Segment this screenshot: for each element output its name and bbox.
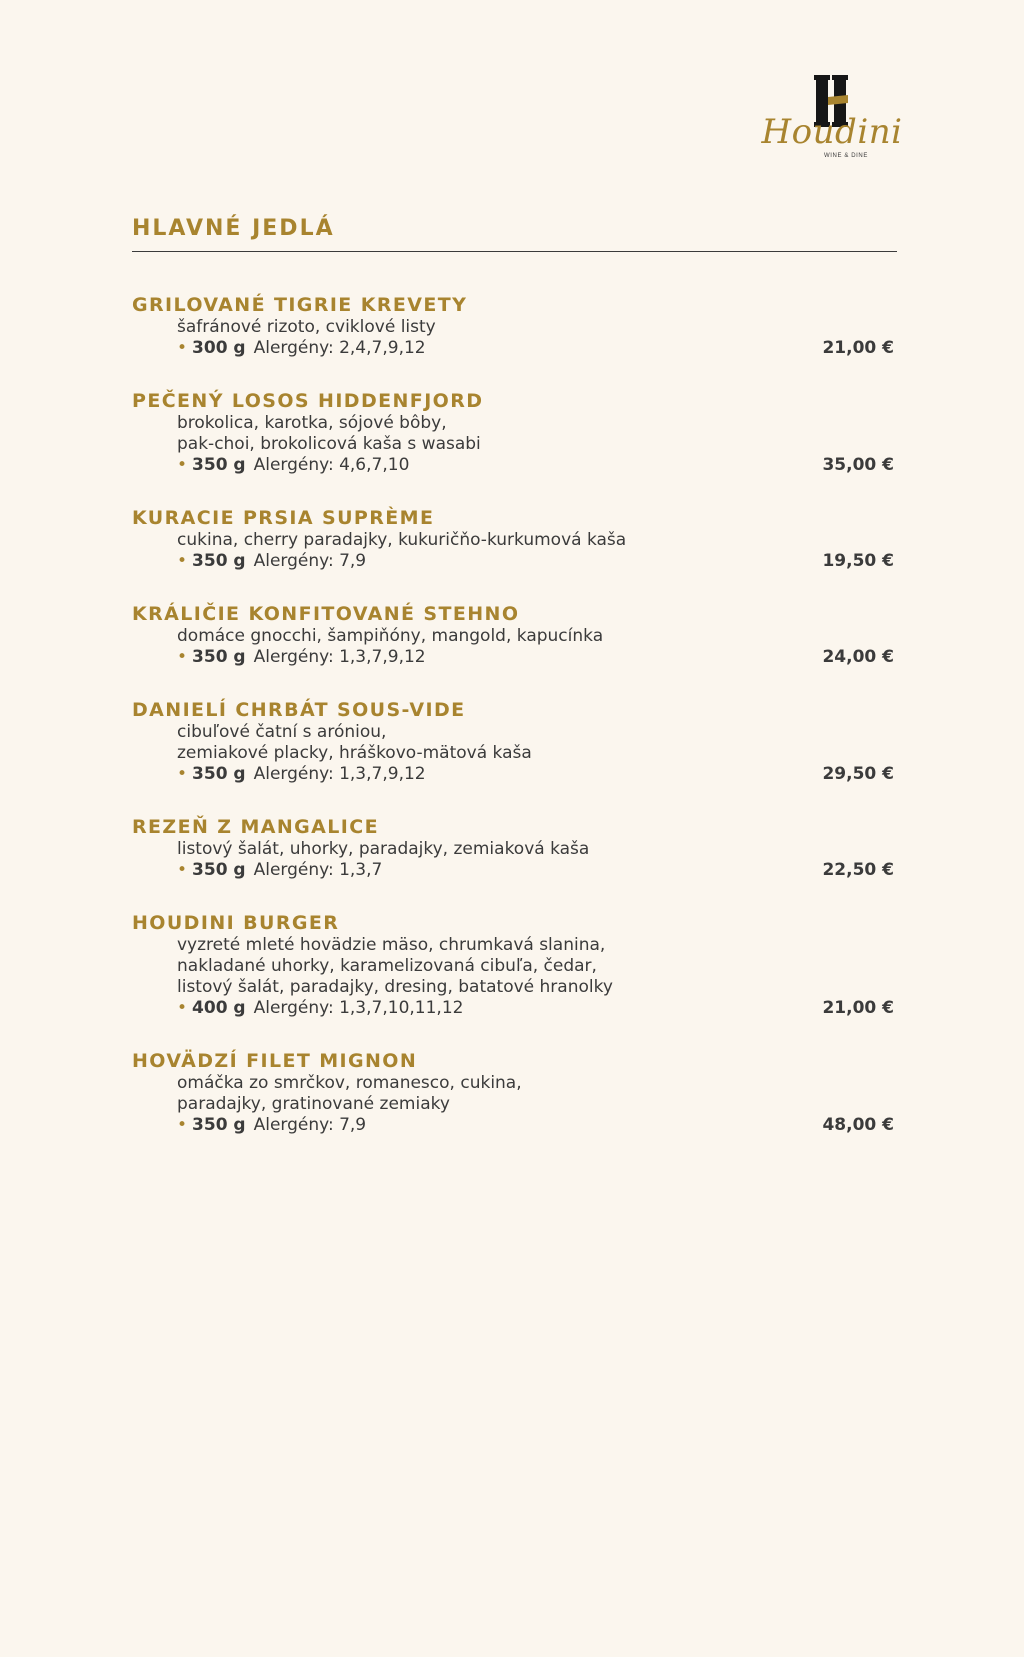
menu-item (132, 698, 897, 785)
dish-meta (177, 551, 897, 572)
dish-allergens: Alergény: 4,6,7,10 (253, 455, 410, 475)
bullet-icon: • (177, 860, 188, 880)
dish-allergens: Alergény: 7,9 (253, 1115, 367, 1135)
dish-name: KRÁLIČIE KONFITOVANÉ STEHNO (132, 603, 520, 625)
dish-allergens: Alergény: 1,3,7 (253, 860, 383, 880)
dish-weight: 350 g (192, 647, 246, 667)
dish-price: 19,50 € (822, 551, 894, 571)
menu-list (132, 293, 897, 1166)
dish-weight: 400 g (192, 998, 246, 1018)
dish-allergens: Alergény: 1,3,7,9,12 (253, 647, 426, 667)
dish-name: KURACIE PRSIA SUPRÈME (132, 507, 435, 529)
dish-description: domáce gnocchi, šampiňóny, mangold, kapucínka (177, 626, 604, 646)
dish-allergens: Alergény: 1,3,7,10,11,12 (253, 998, 464, 1018)
dish-weight: 350 g (192, 764, 246, 784)
dish-meta (177, 860, 897, 881)
dish-price: 22,50 € (822, 860, 894, 880)
dish-name: PEČENÝ LOSOS HIDDENFJORD (132, 390, 484, 412)
section-divider (132, 251, 897, 252)
dish-price: 21,00 € (822, 998, 894, 1018)
dish-description: vyzreté mleté hovädzie mäso, chrumkavá slanina, nakladané uhorky, karamelizovaná cibuľa, čedar, listový šalát, paradajky, dresing, batatové hranolky (177, 935, 613, 997)
dish-name: GRILOVANÉ TIGRIE KREVETY (132, 294, 468, 316)
dish-price: 21,00 € (822, 338, 894, 358)
dish-description: cibuľové čatní s aróniou, zemiakové placky, hráškovo-mätová kaša (177, 722, 532, 763)
bullet-icon: • (177, 764, 188, 784)
logo-tagline: WINE & DINE (824, 153, 868, 159)
dish-description: šafránové rizoto, cviklové listy (177, 317, 436, 337)
dish-allergens: Alergény: 2,4,7,9,12 (253, 338, 426, 358)
dish-description: omáčka zo smrčkov, romanesco, cukina, paradajky, gratinované zemiaky (177, 1073, 522, 1114)
dish-meta (177, 338, 897, 359)
dish-meta (177, 1115, 897, 1136)
dish-weight: 350 g (192, 551, 246, 571)
bullet-icon: • (177, 647, 188, 667)
menu-item (132, 602, 897, 668)
dish-description: brokolica, karotka, sójové bôby, pak-choi, brokolicová kaša s wasabi (177, 413, 481, 454)
houdini-logo (756, 75, 908, 165)
dish-name: HOUDINI BURGER (132, 912, 340, 934)
menu-item (132, 1049, 897, 1136)
menu-item (132, 911, 897, 1019)
dish-weight: 350 g (192, 455, 246, 475)
dish-name: DANIELÍ CHRBÁT SOUS-VIDE (132, 699, 466, 721)
dish-allergens: Alergény: 7,9 (253, 551, 367, 571)
menu-item (132, 389, 897, 476)
section-title: HLAVNÉ JEDLÁ (132, 216, 335, 241)
dish-allergens: Alergény: 1,3,7,9,12 (253, 764, 426, 784)
dish-meta (177, 455, 897, 476)
dish-price: 29,50 € (822, 764, 894, 784)
dish-description: listový šalát, uhorky, paradajky, zemiaková kaša (177, 839, 590, 859)
menu-item (132, 815, 897, 881)
menu-item (132, 293, 897, 359)
dish-meta (177, 647, 897, 668)
dish-name: REZEŇ Z MANGALICE (132, 816, 379, 838)
dish-price: 48,00 € (822, 1115, 894, 1135)
dish-weight: 350 g (192, 1115, 246, 1135)
dish-meta (177, 764, 897, 785)
dish-weight: 350 g (192, 860, 246, 880)
bullet-icon: • (177, 551, 188, 571)
dish-description: cukina, cherry paradajky, kukuričňo-kurkumová kaša (177, 530, 627, 550)
bullet-icon: • (177, 1115, 188, 1135)
bullet-icon: • (177, 338, 188, 358)
dish-price: 35,00 € (822, 455, 894, 475)
bullet-icon: • (177, 455, 188, 475)
bullet-icon: • (177, 998, 188, 1018)
dish-name: HOVÄDZÍ FILET MIGNON (132, 1050, 418, 1072)
logo-wordmark: Houdini (761, 112, 903, 152)
dish-weight: 300 g (192, 338, 246, 358)
dish-meta (177, 998, 897, 1019)
menu-item (132, 506, 897, 572)
dish-price: 24,00 € (822, 647, 894, 667)
